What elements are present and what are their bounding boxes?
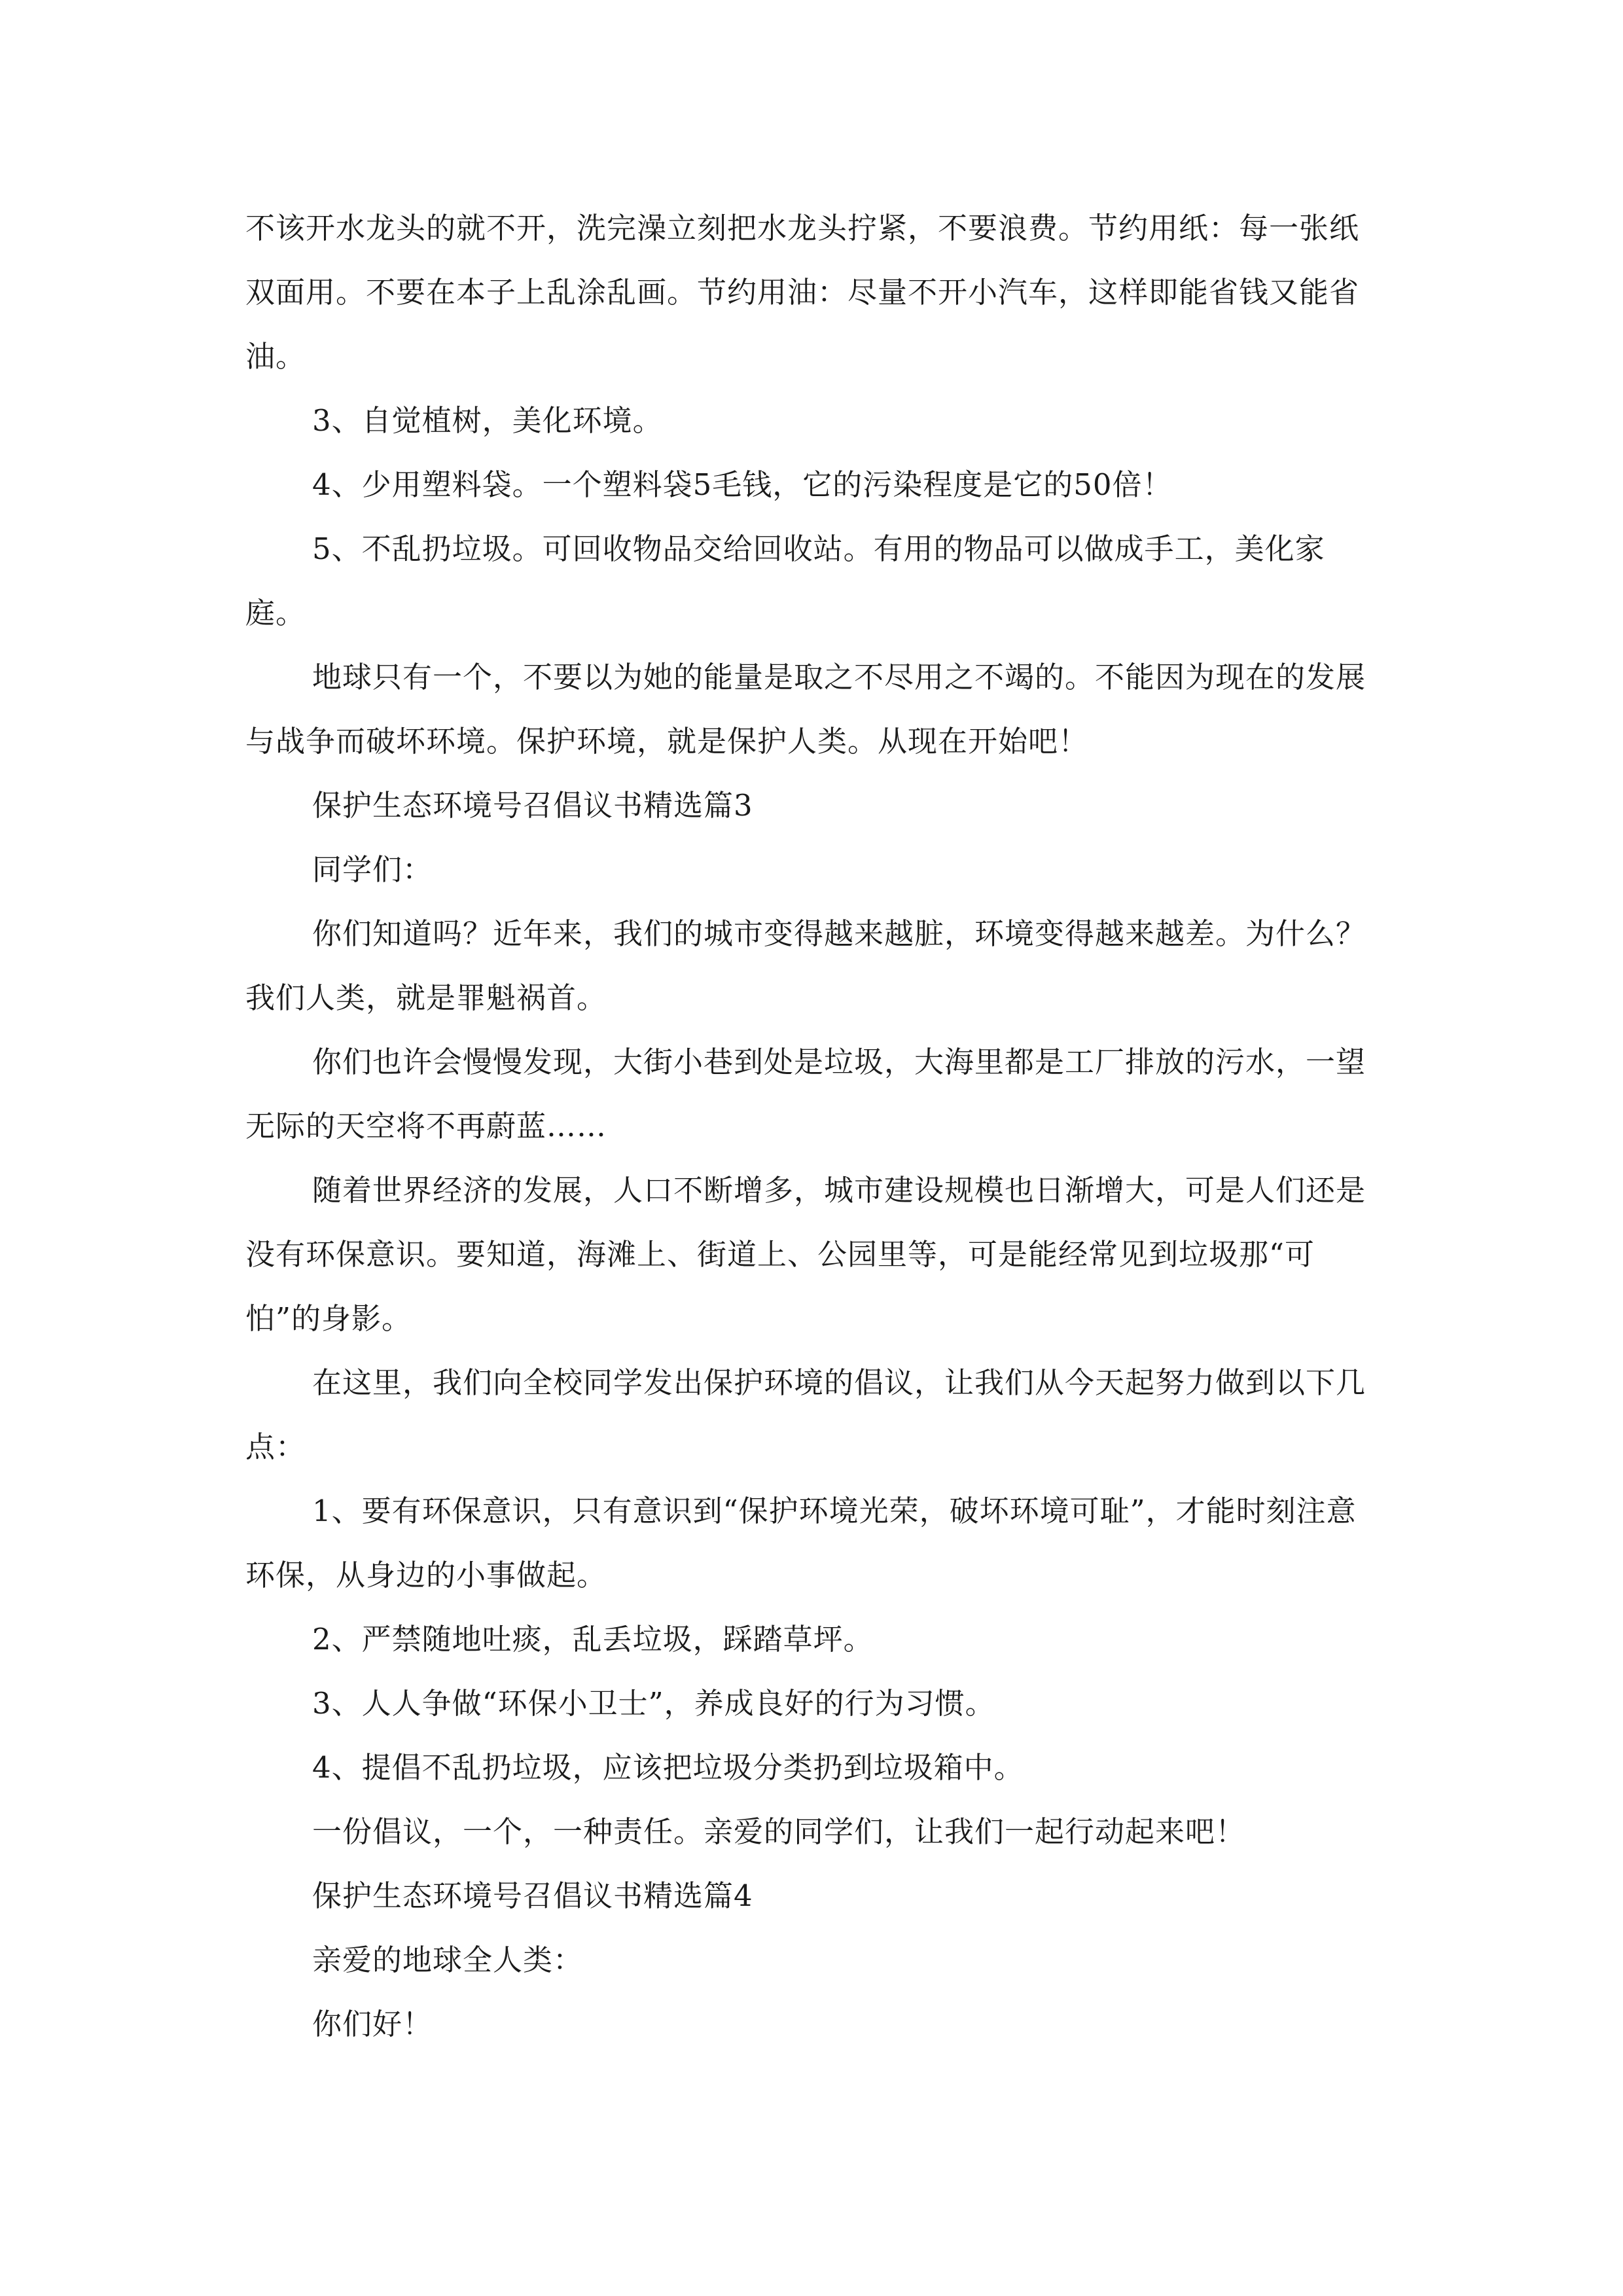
list-item-4: 4、少用塑料袋。一个塑料袋5毛钱，它的污染程度是它的50倍！ [312,467,1173,502]
salutation-2: 亲爱的地球全人类： [312,1943,584,1977]
list-item-3b: 3、人人争做“环保小卫士”，养成良好的行为习惯。 [312,1686,995,1721]
closing-paragraph: 地球只有一个，不要以为她的能量是取之不尽用之不竭的。不能因为现在的发展与战争而破坏环境。保护环境，就是保护人类。从现在开始吧！ [245,660,1366,759]
greeting: 你们好！ [312,2007,433,2041]
body-paragraph: 在这里，我们向全校同学发出保护环境的倡议，让我们从今天起努力做到以下几点： [245,1365,1366,1464]
list-item-3: 3、自觉植树，美化环境。 [312,403,663,438]
document-page [245,196,1381,2056]
list-item-1: 1、要有环保意识，只有意识到“保护环境光荣，破坏环境可耻”，才能时刻注意环保，从身边的小事做起。 [245,1494,1357,1592]
body-paragraph: 随着世界经济的发展，人口不断增多，城市建设规模也日渐增大，可是人们还是没有环保意识。要知道，海滩上、街道上、公园里等，可是能经常见到垃圾那“可怕”的身影。 [245,1173,1366,1336]
list-item-4b: 4、提倡不乱扔垃圾，应该把垃圾分类扔到垃圾箱中。 [312,1750,1024,1785]
section-heading-3: 保护生态环境号召倡议书精选篇3 [312,788,753,823]
body-paragraph: 你们知道吗？近年来，我们的城市变得越来越脏，环境变得越来越差。为什么？我们人类，就是罪魁祸首。 [245,916,1366,1015]
body-paragraph: 你们也许会慢慢发现，大街小巷到处是垃圾，大海里都是工厂排放的污水，一望无际的天空将不再蔚蓝…… [245,1045,1366,1143]
paragraph-1: 不该开水龙头的就不开，洗完澡立刻把水龙头拧紧，不要浪费。节约用纸：每一张纸双面用。不要在本子上乱涂乱画。节约用油：尽量不开小汽车，这样即能省钱又能省油。 [245,211,1360,374]
list-item-2: 2、严禁随地吐痰，乱丢垃圾，踩踏草坪。 [312,1622,874,1657]
section-heading-4: 保护生态环境号召倡议书精选篇4 [312,1878,753,1913]
salutation: 同学们： [312,852,433,887]
list-item-5: 5、不乱扔垃圾。可回收物品交给回收站。有用的物品可以做成手工，美化家庭。 [245,531,1325,630]
closing-paragraph-2: 一份倡议，一个，一种责任。亲爱的同学们，让我们一起行动起来吧！ [312,1814,1246,1849]
